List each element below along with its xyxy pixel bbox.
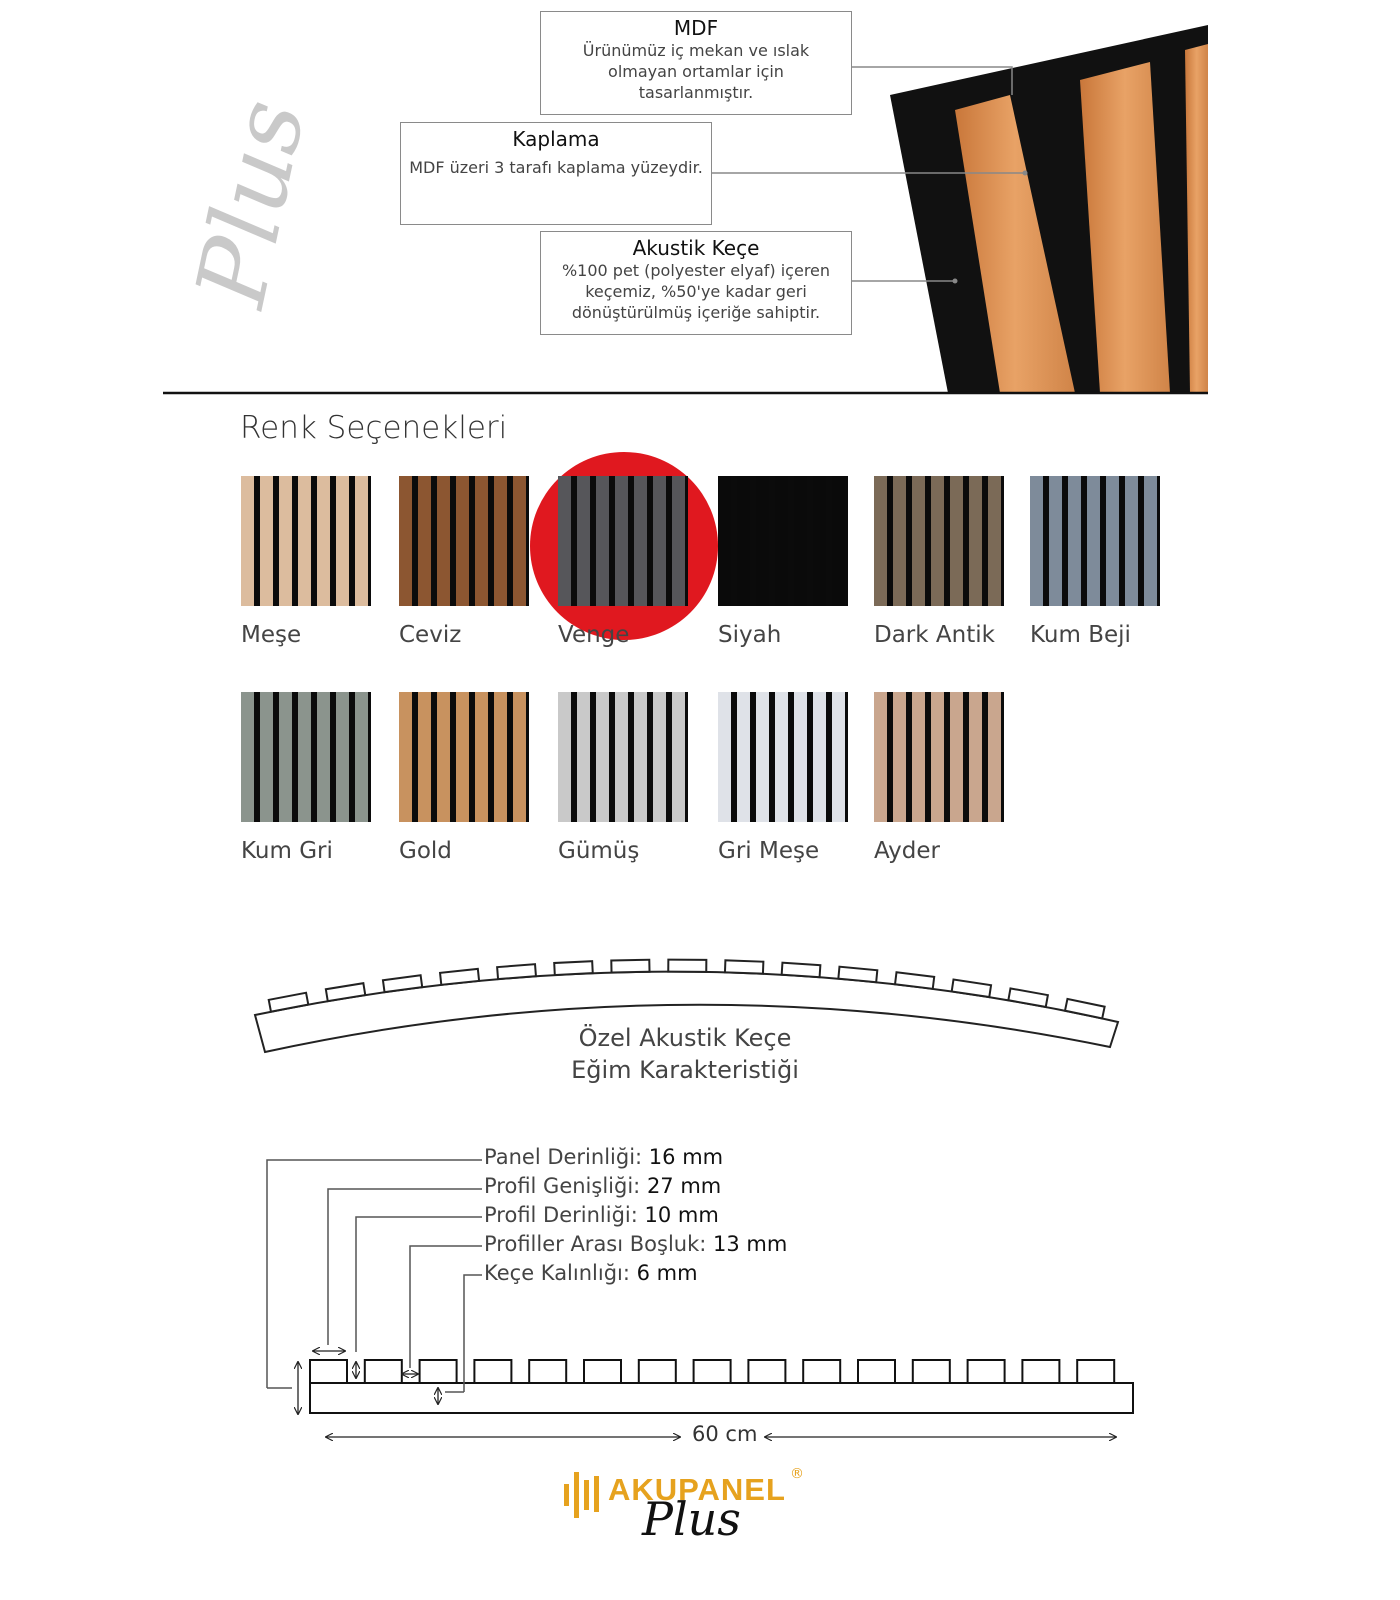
logo-registered: ® (790, 1466, 804, 1482)
swatch-1[interactable] (399, 476, 529, 606)
curve-profile (554, 961, 593, 975)
logo-brand: AKUPANEL (608, 1472, 786, 1507)
dimension-name: Profil Derinliği: (484, 1203, 638, 1227)
dimension-label (484, 1174, 721, 1198)
panel-profile (474, 1360, 511, 1383)
swatch-label: Kum Gri (241, 838, 333, 864)
callout-text: dönüştürülmüş içeriğe sahiptir. (571, 303, 821, 322)
callout-text: olmayan ortamlar için (608, 62, 784, 81)
swatch-label: Gümüş (558, 838, 640, 864)
callout-title: Kaplama (512, 127, 600, 151)
brand-logo (562, 1466, 812, 1556)
panel-width-label: 60 cm (686, 1422, 763, 1446)
dimension-label (484, 1232, 787, 1256)
panel-profile (858, 1360, 895, 1383)
panel-profile (365, 1360, 402, 1383)
callout-text: MDF üzeri 3 tarafı kaplama yüzeydir. (409, 158, 703, 177)
swatch-label: Ayder (874, 838, 940, 864)
plus-watermark: Plus (174, 90, 327, 316)
callout-text: %100 pet (polyester elyaf) içeren (561, 261, 831, 280)
callout-text: Ürünümüz iç mekan ve ıslak (582, 41, 810, 60)
curve-profile (838, 967, 877, 982)
callout-title: Akustik Keçe (632, 236, 760, 260)
swatch-label: Gri Meşe (718, 838, 820, 864)
panel-profile (968, 1360, 1005, 1383)
swatch-7[interactable] (399, 692, 529, 822)
swatch-2[interactable] (558, 476, 688, 606)
leader-line (328, 1189, 482, 1345)
callout-akustik-kece (540, 231, 852, 335)
dimension-label (484, 1203, 719, 1227)
dimension-label (484, 1145, 723, 1169)
dimension-value: 10 mm (644, 1203, 719, 1227)
logo-sub: Plus (642, 1492, 741, 1546)
leader-line (356, 1217, 482, 1352)
swatch-10[interactable] (874, 692, 1004, 822)
curve-profile (440, 969, 479, 985)
panel-profile (1022, 1360, 1059, 1383)
dimension-name: Keçe Kalınlığı: (484, 1261, 630, 1285)
panel-profile (803, 1360, 840, 1383)
swatch-label: Ceviz (399, 622, 462, 648)
panel-profile (529, 1360, 566, 1383)
dimension-label (484, 1261, 698, 1285)
panel-profile (310, 1360, 347, 1383)
swatch-9[interactable] (718, 692, 848, 822)
dimension-value: 13 mm (713, 1232, 788, 1256)
swatch-label: Kum Beji (1030, 622, 1131, 648)
curve-profile (611, 960, 649, 973)
leader-line (267, 1160, 482, 1388)
callout-mdf (540, 11, 852, 115)
panel-profile (748, 1360, 785, 1383)
swatch-4[interactable] (874, 476, 1004, 606)
panel-profile (694, 1360, 731, 1383)
swatch-5[interactable] (1030, 476, 1160, 606)
callout-text: keçemiz, %50'ye kadar geri (585, 282, 807, 301)
swatch-label: Meşe (241, 622, 302, 648)
callout-kaplama (400, 122, 712, 225)
dimension-value: 27 mm (646, 1174, 722, 1198)
caption-line: Eğim Karakteristiği (571, 1056, 799, 1084)
curve-profile (497, 964, 536, 979)
panel-profile (420, 1360, 457, 1383)
curve-caption (480, 1022, 890, 1086)
dimension-name: Profil Genişliği: (484, 1174, 641, 1198)
dimension-value: 16 mm (648, 1145, 724, 1169)
swatch-8[interactable] (558, 692, 688, 822)
swatch-6[interactable] (241, 692, 371, 822)
callout-title: MDF (673, 16, 719, 40)
swatch-label: Gold (399, 838, 452, 864)
curve-profile (782, 963, 821, 977)
panel-profile (913, 1360, 950, 1383)
caption-line: Özel Akustik Keçe (578, 1024, 792, 1052)
dimension-name: Profiller Arası Boşluk: (484, 1232, 707, 1256)
swatch-label: Siyah (718, 622, 782, 648)
swatch-3[interactable] (718, 476, 848, 606)
swatch-label: Venge (558, 622, 630, 648)
panel-profile (584, 1360, 621, 1383)
section-title: Renk Seçenekleri (240, 410, 508, 446)
curve-profile (668, 960, 706, 972)
curve-profile (725, 960, 763, 973)
swatch-label: Dark Antik (874, 622, 995, 648)
panel-profile (639, 1360, 676, 1383)
dimension-name: Panel Derinliği: (484, 1145, 643, 1169)
callout-text: tasarlanmıştır. (638, 83, 754, 102)
panel-base (310, 1383, 1133, 1413)
logo-bars-icon (562, 1470, 602, 1518)
leader-line (410, 1246, 482, 1368)
panel-profile (1077, 1360, 1114, 1383)
swatch-0[interactable] (241, 476, 371, 606)
dimension-value: 6 mm (636, 1261, 698, 1285)
